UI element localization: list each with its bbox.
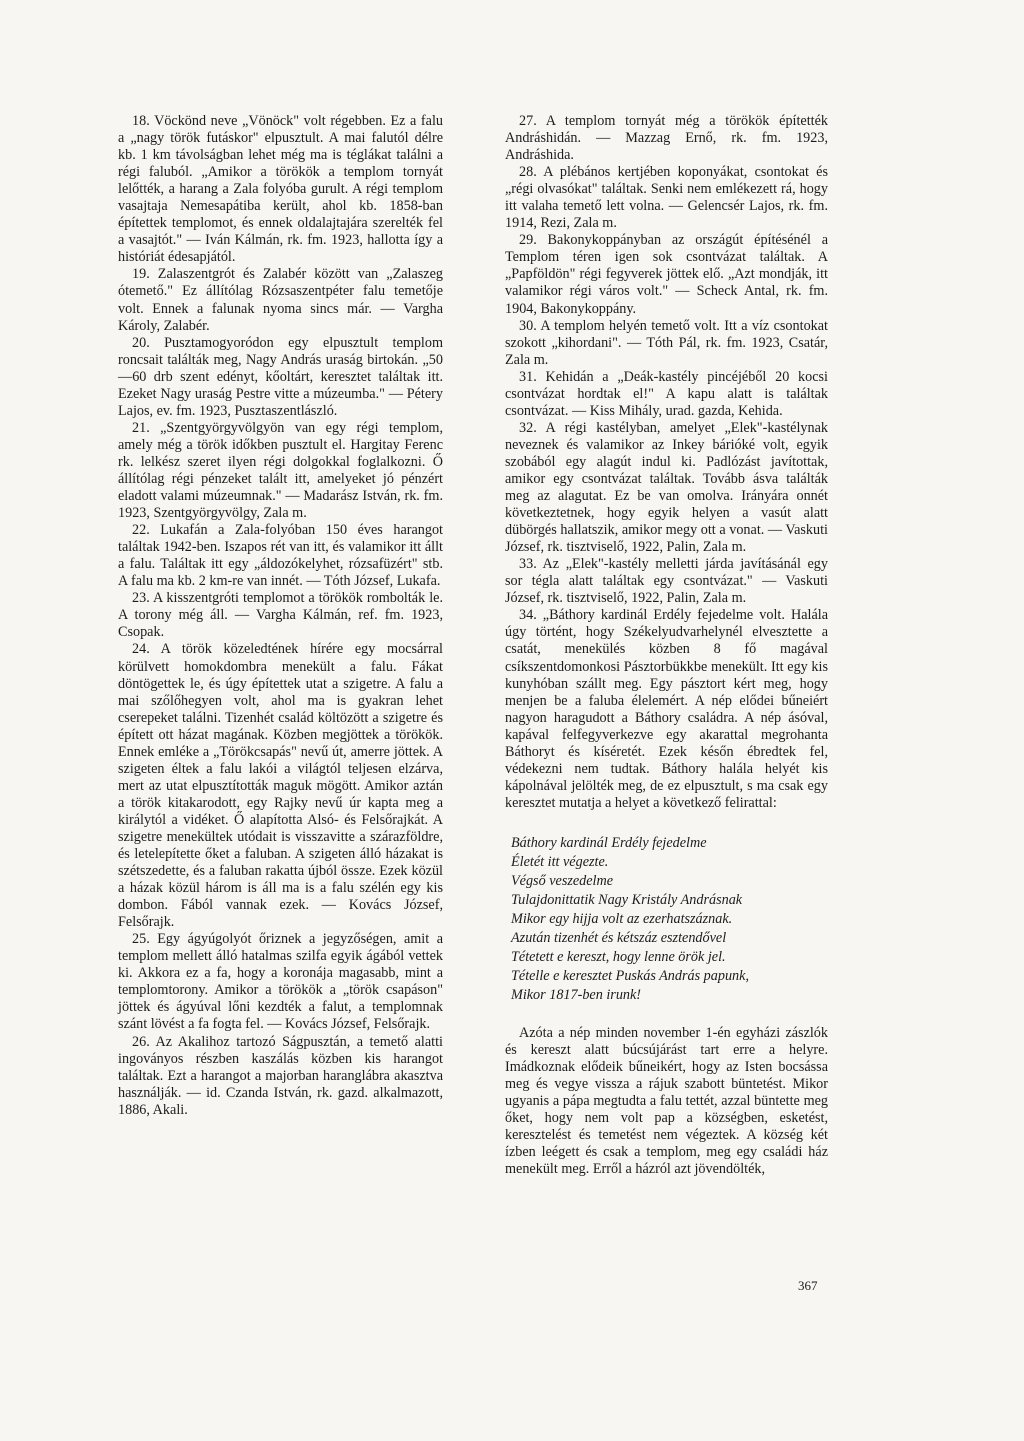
entry-22: 22. Lukafán a Zala-folyóban 150 éves harangot találtak 1942-ben. Iszapos rét van itt, és valamikor itt állt a falu. Találtak itt egy „áldozókelyhet, rózsafüzért" stb. A falu ma kb. 2 km-re van innét. — Tóth József, Lukafa. <box>118 522 443 590</box>
entry-34-continuation: Azóta a nép minden november 1-én egyházi zászlók és kereszt alatt búcsújárást tart erre a helyre. Imádkoznak elődeik bűneikért, hogy az Isten bocsássa meg és vegye vissza a rájuk szabott büntetést. Mikor ugyanis a pápa megtudta a falu tettét, azzal büntette meg őket, hogy nem volt pap a községben, esketést, keresztelést és temetést nem végeztek. A község két ízben leégett és csak a templom, meg egy családi ház menekült meg. Erről a házról azt jövendölték, <box>505 1024 828 1178</box>
poem-line: Végső veszedelme <box>511 872 614 889</box>
entry-34: 34. „Báthory kardinál Erdély fejedelme volt. Halála úgy történt, hogy Székelyudvarhelynél elvesztette a csatát, menekülés közben 8 fő magával csíkszentdomonkosi Pásztorbükkbe menekült. Itt egy kis kunyhóban szállt meg. Egy pásztort kért meg, hogy menjen be a faluba élelemért. A nép elődei bűneiért nagyon haragudott a Báthory családra. A nép ásóval, kapával felfegyverkezve egy akarattal megrohanta Báthoryt és kíséretét. Ezek későn ébredtek fel, védekezni nem tudtak. Báthory halála helyét kis kápolnával jelölték meg, de ez elpusztult, s ma csak egy keresztet mutatja a helyet a következő felirattal: <box>505 607 828 811</box>
entry-31: 31. Kehidán a „Deák-kastély pincéjéből 20 kocsi csontvázat hordtak el!" A kapu alatt is találtak csontvázat. — Kiss Mihály, urad. gazda, Kehida. <box>505 368 828 419</box>
entry-19: 19. Zalaszentgrót és Zalabér között van „Zalaszeg ótemető." Ez állítólag Rózsaszentpéter falu temetője volt. Ennek a falunak nyoma sincs már. — Vargha Károly, Zalabér. <box>118 266 443 334</box>
entry-26: 26. Az Akalihoz tartozó Ságpusztán, a temető alatti ingoványos részben kaszálás közben kis harangot találtak. Ezt a harangot a majorban haranglábra akasztva használják. — id. Czanda István, rk. gazd. alkalmazott, 1886, Akali. <box>118 1033 443 1118</box>
poem-line: Mikor 1817-ben irunk! <box>511 986 642 1003</box>
entry-29: 29. Bakonykoppányban az országút építésénél a Templom téren igen sok csontvázat találtak. A „Papföldön" régi fegyverek jöttek elő. „Azt mondják, itt valamikor régi város volt." — Scheck Antal, rk. fm. 1904, Bakonykoppány. <box>505 232 828 317</box>
poem-line: Tulajdonittatik Nagy Kristály Andrásnak <box>511 891 743 908</box>
poem-line: Tételle e keresztet Puskás András papunk, <box>511 967 749 984</box>
entry-33: 33. Az „Elek"-kastély melletti járda javításánál egy sor tégla alatt találtak egy csontvázat." — Vaskuti József, rk. tisztviselő, 1922, Palin, Zala m. <box>505 556 828 607</box>
poem-line: Báthory kardinál Erdély fejedelme <box>511 834 707 851</box>
poem-line: Azután tizenhét és kétszáz esztendővel <box>511 929 727 946</box>
entry-25: 25. Egy ágyúgolyót őriznek a jegyzőségen, amit a templom mellett álló hatalmas szilfa egyik ágából vettek ki. Akkora ez a fa, hogy a koronája magasabb, mint a templomtorony. Amikor a törökök a „török csapáson" jöttek és ágyúval lőni kezdték a falut, a templomnak szánt lövést a fa fogta fel. — Kovács József, Felsőrajk. <box>118 931 443 1033</box>
right-column <box>505 113 828 1178</box>
poem-line: Mikor egy hijja volt az ezerhatszáznak. <box>511 910 733 927</box>
entry-24: 24. A török közeledtének hírére egy mocsárral körülvett homokdombra menekült a falu. Fákat döntögettek le, és úgy építettek utat a szigetre. A falu a mai szőlőhegyen volt, ahol ma is gyakran lehet cserepeket találni. Tizenhét család költözött a szigetre és épített ott házat magának. Közben megjöttek a törökök. Ennek emléke a „Törökcsapás" nevű út, amerre jöttek. A szigeten éltek a falu lakói a világtól teljesen elzárva, mert az utat elpusztították maguk mögött. Amikor aztán a török kitakarodott, egy Rajky nevű úr kapta meg a királytól a vidéket. Ő alapította Alsó- és Felsőrajkát. A szigetre menekültek utódait is visszavitte a szárazföldre, és letelepítette őket a faluban. A szigeten álló házakat is szétszedette, és a faluban rakatta újból össze. Ezek közül a házak közül három is áll ma is a falu szélén egy kis dombon. Fából vannak ezek. — Kovács József, Felsőrajk. <box>118 641 443 931</box>
entry-32: 32. A régi kastélyban, amelyet „Elek"-kastélynak neveznek és valamikor az Inkey bárióké volt, egyik szobából egy alagút indul ki. Padlózást javítottak, amikor egy csontvázat találtak. Tovább ásva találták meg az alagutat. Ez be van omolva. Irányára onnét következtetnek, hogy egyik helyen a vasút alatt dübörgés hallatszik, amikor megy ott a vonat. — Vaskuti József, rk. tisztviselő, 1922, Palin, Zala m. <box>505 419 828 556</box>
page-number: 367 <box>798 1278 818 1293</box>
entry-30: 30. A templom helyén temető volt. Itt a víz csontokat szokott „kihordani". — Tóth Pál, rk. fm. 1923, Csatár, Zala m. <box>505 317 828 368</box>
poem-line: Életét itt végezte. <box>511 853 609 870</box>
left-column <box>118 113 443 1119</box>
entry-20: 20. Pusztamogyoródon egy elpusztult templom roncsait találták meg, Nagy András uraság birtokán. „50—60 drb szent edényt, kőoltárt, keresztet találtak itt. Ezeket Nagy uraság Pestre vitte a múzeumba." — Pétery Lajos, ev. fm. 1923, Pusztaszentlászló. <box>118 334 443 419</box>
cross-inscription-poem <box>511 834 828 1005</box>
entry-23: 23. A kisszentgróti templomot a törökök rombolták le. A torony még áll. — Vargha Kálmán, ref. fm. 1923, Csopak. <box>118 590 443 641</box>
entry-18: 18. Vöckönd neve „Vönöck" volt régebben. Ez a falu a „nagy török futáskor" elpusztult. A mai falutól délre kb. 1 km távolságban lehet még ma is téglákat találni a régi faluból. „Amikor a törökök a templom tornyát lelőtték, a harang a Zala folyóba gurult. A régi templom vasajtaja Nemesapátiba került, ahol kb. 1858-ban építettek templomot, és ennek oldalajtajára szerelték fel a vasajtót." — Iván Kálmán, rk. fm. 1923, hallotta így a históriát édesapjától. <box>118 113 443 266</box>
entry-21: 21. „Szentgyörgyvölgyön van egy régi templom, amely még a török időkben pusztult el. Hargitay Ferenc rk. lelkész szeret ilyen régi dolgokkal foglalkozni. Ő állítólag régi pénzeket talált itt, amelyeket jó pénzért eladott valami múzeumnak." — Madarász István, rk. fm. 1923, Szentgyörgyvölgy, Zala m. <box>118 419 443 522</box>
entry-28: 28. A plébános kertjében koponyákat, csontokat és „régi olvasókat" találtak. Senki nem emlékezett rá, hogy itt valaha temető lett volna. — Gelencsér Lajos, rk. fm. 1914, Rezi, Zala m. <box>505 164 828 232</box>
poem-line: Tétetett e kereszt, hogy lenne örök jel. <box>511 948 726 965</box>
entry-27: 27. A templom tornyát még a törökök építették Andráshidán. — Mazzag Ernő, rk. fm. 1923, Andráshida. <box>505 113 828 164</box>
